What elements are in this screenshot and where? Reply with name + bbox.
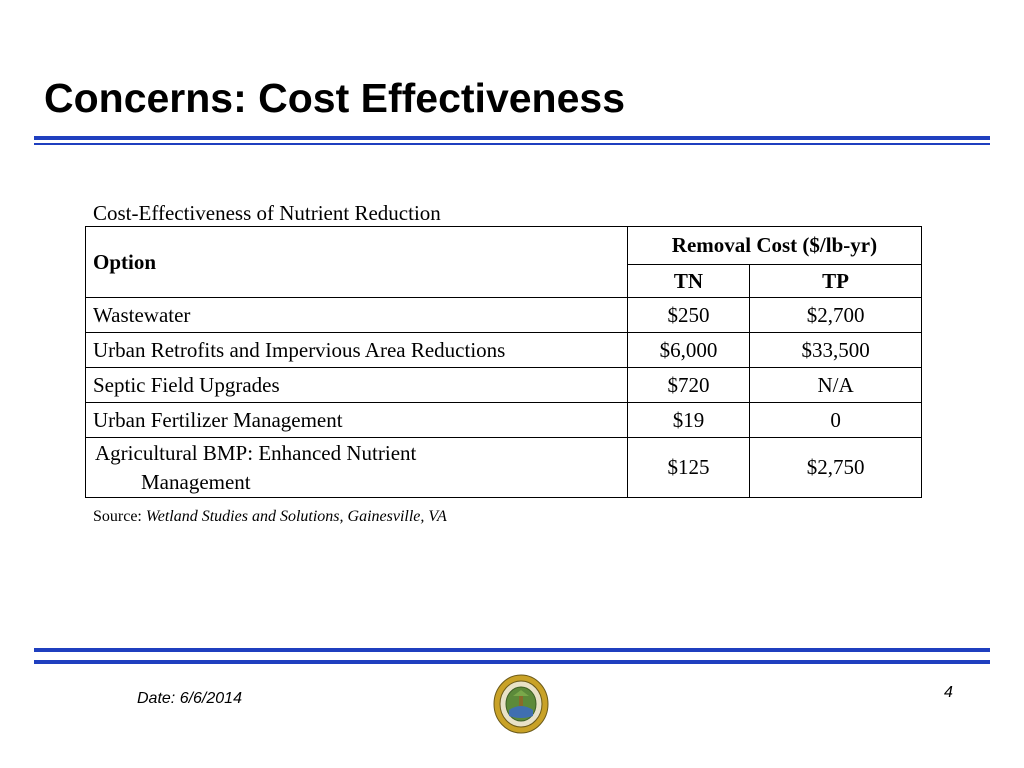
table-row <box>86 368 922 403</box>
slide-title: Concerns: Cost Effectiveness <box>44 75 626 121</box>
header-tn: TN <box>627 265 749 298</box>
header-tp: TP <box>750 265 922 298</box>
tp-cell: $2,750 <box>750 438 922 498</box>
table-row <box>86 298 922 333</box>
footer-divider-thick <box>34 648 990 652</box>
title-divider-thin <box>34 143 990 145</box>
footer-divider-thin <box>34 660 990 664</box>
tp-cell: N/A <box>750 368 922 403</box>
option-cell <box>86 438 628 498</box>
tp-cell: $33,500 <box>750 333 922 368</box>
tp-cell: 0 <box>750 403 922 438</box>
tn-cell: $125 <box>627 438 749 498</box>
tn-cell: $19 <box>627 403 749 438</box>
table-header-row <box>86 227 922 265</box>
header-option: Option <box>86 227 628 298</box>
option-cell-line1: Agricultural BMP: Enhanced Nutrient <box>95 440 417 465</box>
header-removal-cost: Removal Cost ($/lb-yr) <box>627 227 921 265</box>
table-row <box>86 333 922 368</box>
county-seal-icon <box>493 674 549 734</box>
table-caption: Cost-Effectiveness of Nutrient Reduction <box>93 201 441 225</box>
table-row <box>86 403 922 438</box>
option-cell: Urban Fertilizer Management <box>86 403 628 438</box>
tn-cell: $6,000 <box>627 333 749 368</box>
tp-cell: $2,700 <box>750 298 922 333</box>
option-cell: Septic Field Upgrades <box>86 368 628 403</box>
footer-date: Date: 6/6/2014 <box>137 690 242 707</box>
source-note <box>93 507 447 527</box>
option-cell: Urban Retrofits and Impervious Area Reductions <box>86 333 628 368</box>
source-label: Source: <box>93 508 146 525</box>
tn-cell: $250 <box>627 298 749 333</box>
source-text: Wetland Studies and Solutions, Gainesville, VA <box>145 508 447 525</box>
cost-effectiveness-table <box>85 226 922 498</box>
title-divider-thick <box>34 136 990 140</box>
option-cell-line2: Management <box>141 469 251 494</box>
table-row <box>86 438 922 498</box>
tn-cell: $720 <box>627 368 749 403</box>
option-cell: Wastewater <box>86 298 628 333</box>
page-number: 4 <box>944 684 953 701</box>
